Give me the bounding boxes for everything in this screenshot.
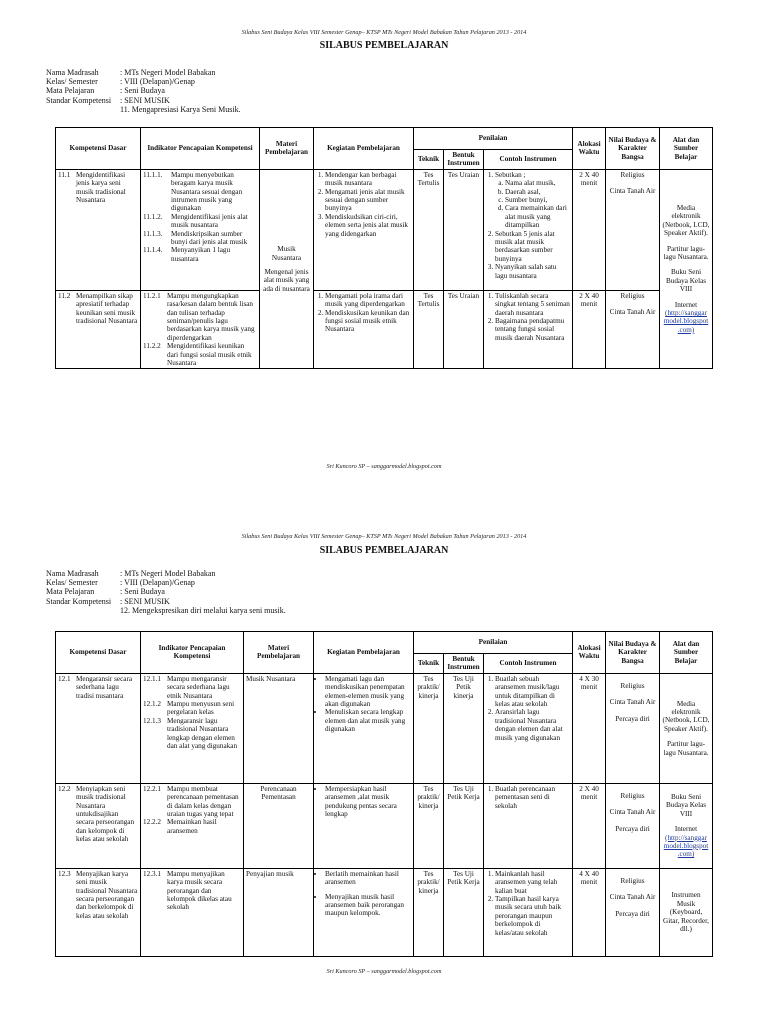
table-row: 11.1 Mengidentifikasi jenis karya seni musik tradisional Nusantara 11.1.1. Mampu menyebutkan beragam karya musik Nusantara sesuai dengan intrumen musik yang digunakan 11.1.2. Mengidentifikasi jenis alat musik nusantara 11.1.3. Mendiskripsikan sumber bunyi dari jenis alat musik 11.1.4. Menyanyikan 1 lagu nusantara Musik Nusantara Mengenal jenis alat musik yang ada di nusantara 1. Mendengar kan berbagai musik nusantara 2. Mengamati jenis alat musik sesuai dengan sumber bunyinya 3. Mendiskudsikan ciri-ciri, elemen serta jenis alat musik yang didengarkan Tes Tertulis Tes Uraian 1. Sebutkan ; a. Nama alat musik, b. Daerah asal, c. Sumber bunyi, d. Cara memainkan dari alat musik yang ditampilkan 2. Sebutkan 5 jenis alat musik alat musik berdasarkan sumber bunyinya 3. Nyanyikan salah satu lagu nusantara 2 X 40 menit Religius Cinta Tanah Air Media elektronik (Netbook, LCD, Speaker Aktif). Partitur lagu-lagu Nusantara. Buku Seni Budaya Kelas VIII Internet (http://sanggar model.blogspot .com) [56,169,713,290]
col-kegiatan: Kegiatan Pembelajaran [314,128,414,170]
internet-link[interactable]: (http://sanggar model.blogspot .com) [663,833,709,859]
col-contoh: Contoh Instrumen [484,150,573,170]
col-penilaian: Penilaian [414,128,573,150]
col-kompetensi: Kompetensi Dasar [56,128,141,170]
running-header: Silabus Seni Budaya Kelas VIII Semester Genap– KTSP MTs Negeri Model Babakan Tahun Pelajaran 2013 - 2014 [241,29,527,36]
syllabus-page-1: Silabus Seni Budaya Kelas VIII Semester Genap– KTSP MTs Negeri Model Babakan Tahun Pelajaran 2013 - 2014 SILABUS PEMBELAJARAN Nama Madrasah : MTs Negeri Model Babakan Kelas/ Semester : VIII (Delapan)/Genap Mata Pelajaran : Seni Budaya Standar Kompetensi : SENI MUSIK 11. Mengapresiasi Karya Seni Musik. Kompetensi Dasar Indikator Pencapaian Kompetensi Materi Pembelajaran Kegiatan Pembelajaran Penilaian Alokasi Waktu Nilai Budaya & Karakter Bangsa Alat dan Sumber Belajar Teknik Bentuk Instrumen Contoh Instrumen 11.1 Mengidentifikasi jenis karya seni musik tradisional Nusantara 11.1.1. Mampu menyebutkan beragam karya musik Nusantara sesuai dengan intrumen musik yang digunakan 11.1.2. Mengidentifikasi jenis alat musik nusantara 11.1.3. Mendiskripsikan sumber bunyi dari jenis alat musik 11.1.4. Menyanyikan 1 lagu nusantara Musik Nusantara Mengenal jenis alat musik yang ada di nusantara 1. Mendengar kan berbagai musik nusantara 2. Mengamati jenis alat musik sesuai dengan sumber bunyinya 3. Mendiskudsikan ciri-ciri, elemen serta jenis alat musik yang didengarkan Tes Tertulis Tes Uraian 1. Sebutkan ; a. Nama alat musik, b. Daerah asal, c. Sumber bunyi, d. Cara memainkan dari alat musik yang ditampilkan 2. Sebutkan 5 jenis alat musik alat musik berdasarkan sumber bunyinya 3. Nyanyikan salah satu lagu nusantara 2 X 40 menit Religius Cinta Tanah Air Media elektronik (Netbook, LCD, Speaker Aktif). Partitur lagu-lagu Nusantara. Buku Seni Budaya Kelas VIII Internet (http://sanggar model.blogspot .com) 11.2 Menampilkan sikap apresiatif terhadap keunikan seni musik tradisional Nusantara 11.2.1 Mampu mengungkapkan rasa/kesan dalam bentuk lisan dan tulisan terhadap seniman/penulis lagu berdasarkan karya musik yang diperdengarkan 11.2.2 Mengidentifikasi keunikan dari fungsi sosial musik etnik Nusantara 1. Mengamati pola irama dari musik yang diperdengarkan 2. Mendiskusikan keunikan dan fungsi sosial musik etnik Nusantara Tes Tertulis Tes Uraian 1. Tuliskanlah secara singkat tentang 5 seniman daerah nusantara 2. Bagaimana pendapatmu tentang fungsi sosial musik daerah Nusantara 2 X 40 menit Religius Cinta Tanah Air Sri Kuncoro SP – sanggarmodel.blogspot.com [0,0,768,500]
internet-link[interactable]: (http://sanggar model.blogspot .com) [663,309,709,334]
running-header: Silabus Seni Budaya Kelas VIII Semester Genap– KTSP MTs Negeri Model Babakan Tahun Pelajaran 2013 - 2014 [241,533,527,540]
syllabus-page-2: Silabus Seni Budaya Kelas VIII Semester Genap– KTSP MTs Negeri Model Babakan Tahun Pelajaran 2013 - 2014 SILABUS PEMBELAJARAN Nama Madrasah : MTs Negeri Model Babakan Kelas/ Semester : VIII (Delapan)/Genap Mata Pelajaran : Seni Budaya Standar Kompetensi : SENI MUSIK 12. Mengekspresikan diri melalui karya seni musik. Kompetensi Dasar Indikator Pencapaian Kompetensi Materi Pembelajaran Kegiatan Pembelajaran Penilaian Alokasi Waktu Nilai Budaya & Karakter Bangsa Alat dan Sumber Belajar Teknik Bentuk Instrumen Contoh Instrumen 12.1 Mengaransir secara sederhana lagu tradisi nusantara 12.1.1 Mampu mengaransir secara sederhana lagu etnik Nusantara 12.1.2 Mampu menyusun seni pergelaran kelas 12.1.3 Mengaransir lagu tradisional Nusantara lengkap dengan elemen dan alat yang digunakan Musik Nusantara • Mengamati lagu dan mendiskusikan penempatan elemen-elemen musik yang akan digunakan • Menuliskan secara lengkap elemen dan alat musik yang digunakan Tes praktik/ kinerja Tes Uji Petik kinerja 1. Buatlah sebuah aransemen musik/lagu untuk ditampilkan di kelas atau sekolah 2. Aransirlah lagu tradisional Nusantara dengan elemen dan alat musik yang digunakan 4 X 30 menit Religius Cinta Tanah Air Percaya diri Media elektronik (Netbook, LCD, Speaker Aktif). Partitur lagu-lagu Nusantara. 12.2 Menyiapkan seni musik tradisional Nusantara untukdisajikan secara perseorangan dan kelompok di kelas atau sekolah 12.2.1 Mampu membuat perencanaan pementasan di dalam kelas dengan uraian tugas yang tepat 12.2.2 Memainkan hasil aransemen Perencanaan Pementasan • Mempersiapkan hasil aransemen ,alat musik pendukung pentas secara lengkap Tes praktik/ kinerja Tes Uji Petik Kerja 1. Buatlah perencanaan pementasan seni di sekolah 2 X 40 menit Religius Cinta Tanah Air Percaya diri Buku Seni Budaya Kelas VIII Internet (http://sanggar model.blogspot .com) 12.3 Menyajikan karya seni musik tradisional Nusantara secara perseorangan dan berkelompok di kelas atau sekolah 12.3.1 Mampu menyajikan karya musik secara perorangan dan kelompok dikelas atau sekolah Penyajian musik • Berlatih memainkan hasil aransemen • Menyajikan musik hasil aransemen baik perorangan maupun kelompok. Tes praktik/ kinerja Tes Uji Petik Kerja 1. Mainkanlah hasil aransemen yang telah kalian buat 2. Tampilkan hasil karya musik secara utuh baik perorangan maupun berkelompok di kelas/atau sekolah 4 X 40 menit Religius Cinta Tanah Air Percaya diri Instrumen Musik (Keyboard, Gitar, Recorder, dll.) Sri Kuncoro SP – sanggarmodel.blogspot.com [0,500,768,1024]
col-materi: Materi Pembelajaran [260,128,314,170]
table-row: 12.1 Mengaransir secara sederhana lagu tradisi nusantara 12.1.1 Mampu mengaransir secara sederhana lagu etnik Nusantara 12.1.2 Mampu menyusun seni pergelaran kelas 12.1.3 Mengaransir lagu tradisional Nusantara lengkap dengan elemen dan alat yang digunakan Musik Nusantara • Mengamati lagu dan mendiskusikan penempatan elemen-elemen musik yang akan digunakan • Menuliskan secara lengkap elemen dan alat musik yang digunakan Tes praktik/ kinerja Tes Uji Petik kinerja 1. Buatlah sebuah aransemen musik/lagu untuk ditampilkan di kelas atau sekolah 2. Aransirlah lagu tradisional Nusantara dengan elemen dan alat musik yang digunakan 4 X 30 menit Religius Cinta Tanah Air Percaya diri Media elektronik (Netbook, LCD, Speaker Aktif). Partitur lagu-lagu Nusantara. [56,673,713,783]
materi-text: Musik Nusantara [271,245,302,262]
list-item: 1. Mendengar kan berbagai musik nusantara [325,171,411,188]
col-nilai: Nilai Budaya & Karakter Bangsa [606,128,660,170]
col-teknik: Teknik [414,150,444,170]
table-row: 12.2 Menyiapkan seni musik tradisional Nusantara untukdisajikan secara perseorangan dan kelompok di kelas atau sekolah 12.2.1 Mampu membuat perencanaan pementasan di dalam kelas dengan uraian tugas yang tepat 12.2.2 Memainkan hasil aransemen Perencanaan Pementasan • Mempersiapkan hasil aransemen ,alat musik pendukung pentas secara lengkap Tes praktik/ kinerja Tes Uji Petik Kerja 1. Buatlah perencanaan pementasan seni di sekolah 2 X 40 menit Religius Cinta Tanah Air Percaya diri Buku Seni Budaya Kelas VIII Internet (http://sanggar model.blogspot .com) [56,783,713,868]
list-item: 3. Mendiskudsikan ciri-ciri, elemen serta jenis alat musik yang didengarkan [325,213,411,238]
page-footer: Sri Kuncoro SP – sanggarmodel.blogspot.com [326,463,442,470]
col-alokasi: Alokasi Waktu [573,128,606,170]
col-indikator: Indikator Pencapaian Kompetensi [141,128,260,170]
list-item: 2. Mengamati jenis alat musik sesuai dengan sumber bunyinya [325,188,411,213]
table-row: 12.3 Menyajikan karya seni musik tradisional Nusantara secara perseorangan dan berkelompok di kelas atau sekolah 12.3.1 Mampu menyajikan karya musik secara perorangan dan kelompok dikelas atau sekolah Penyajian musik • Berlatih memainkan hasil aransemen • Menyajikan musik hasil aransemen baik perorangan maupun kelompok. Tes praktik/ kinerja Tes Uji Petik Kerja 1. Mainkanlah hasil aransemen yang telah kalian buat 2. Tampilkan hasil karya musik secara utuh baik perorangan maupun berkelompok di kelas/atau sekolah 4 X 40 menit Religius Cinta Tanah Air Percaya diri Instrumen Musik (Keyboard, Gitar, Recorder, dll.) [56,868,713,956]
materi-text: Mengenal jenis alat musik yang ada di nusantara [263,267,310,293]
table-row: 11.2 Menampilkan sikap apresiatif terhadap keunikan seni musik tradisional Nusantara 11.2.1 Mampu mengungkapkan rasa/kesan dalam bentuk lisan dan tulisan terhadap seniman/penulis lagu berdasarkan karya musik yang diperdengarkan 11.2.2 Mengidentifikasi keunikan dari fungsi sosial musik etnik Nusantara 1. Mengamati pola irama dari musik yang diperdengarkan 2. Mendiskusikan keunikan dan fungsi sosial musik etnik Nusantara Tes Tertulis Tes Uraian 1. Tuliskanlah secara singkat tentang 5 seniman daerah nusantara 2. Bagaimana pendapatmu tentang fungsi sosial musik daerah Nusantara 2 X 40 menit Religius Cinta Tanah Air [56,290,713,369]
page-title: SILABUS PEMBELAJARAN [319,40,449,51]
col-bentuk: Bentuk Instrumen [444,150,484,170]
page-title: SILABUS PEMBELAJARAN [319,545,449,556]
syllabus-table-2: Kompetensi Dasar Indikator Pencapaian Kompetensi Materi Pembelajaran Kegiatan Pembelajaran Penilaian Alokasi Waktu Nilai Budaya & Karakter Bangsa Alat dan Sumber Belajar Teknik Bentuk Instrumen Contoh Instrumen 12.1 Mengaransir secara sederhana lagu tradisi nusantara 12.1.1 Mampu mengaransir secara sederhana lagu etnik Nusantara 12.1.2 Mampu menyusun seni pergelaran kelas 12.1.3 Mengaransir lagu tradisional Nusantara lengkap dengan elemen dan alat yang digunakan Musik Nusantara • Mengamati lagu dan mendiskusikan penempatan elemen-elemen musik yang akan digunakan • Menuliskan secara lengkap elemen dan alat musik yang digunakan Tes praktik/ kinerja Tes Uji Petik kinerja 1. Buatlah sebuah aransemen musik/lagu untuk ditampilkan di kelas atau sekolah 2. Aransirlah lagu tradisional Nusantara dengan elemen dan alat musik yang digunakan 4 X 30 menit Religius Cinta Tanah Air Percaya diri Media elektronik (Netbook, LCD, Speaker Aktif). Partitur lagu-lagu Nusantara. 12.2 Menyiapkan seni musik tradisional Nusantara untukdisajikan secara perseorangan dan kelompok di kelas atau sekolah 12.2.1 Mampu membuat perencanaan pementasan di dalam kelas dengan uraian tugas yang tepat 12.2.2 Memainkan hasil aransemen Perencanaan Pementasan • Mempersiapkan hasil aransemen ,alat musik pendukung pentas secara lengkap Tes praktik/ kinerja Tes Uji Petik Kerja 1. Buatlah perencanaan pementasan seni di sekolah 2 X 40 menit Religius Cinta Tanah Air Percaya diri Buku Seni Budaya Kelas VIII Internet (http://sanggar model.blogspot .com) 12.3 Menyajikan karya seni musik tradisional Nusantara secara perseorangan dan berkelompok di kelas atau sekolah 12.3.1 Mampu menyajikan karya musik secara perorangan dan kelompok dikelas atau sekolah Penyajian musik • Berlatih memainkan hasil aransemen • Menyajikan musik hasil aransemen baik perorangan maupun kelompok. Tes praktik/ kinerja Tes Uji Petik Kerja 1. Mainkanlah hasil aransemen yang telah kalian buat 2. Tampilkan hasil karya musik secara utuh baik perorangan maupun berkelompok di kelas/atau sekolah 4 X 40 menit Religius Cinta Tanah Air Percaya diri Instrumen Musik (Keyboard, Gitar, Recorder, dll.) [55,631,713,957]
col-alat: Alat dan Sumber Belajar [660,128,713,170]
syllabus-table-1 [55,127,713,369]
page-footer: Sri Kuncoro SP – sanggarmodel.blogspot.com [326,968,442,975]
